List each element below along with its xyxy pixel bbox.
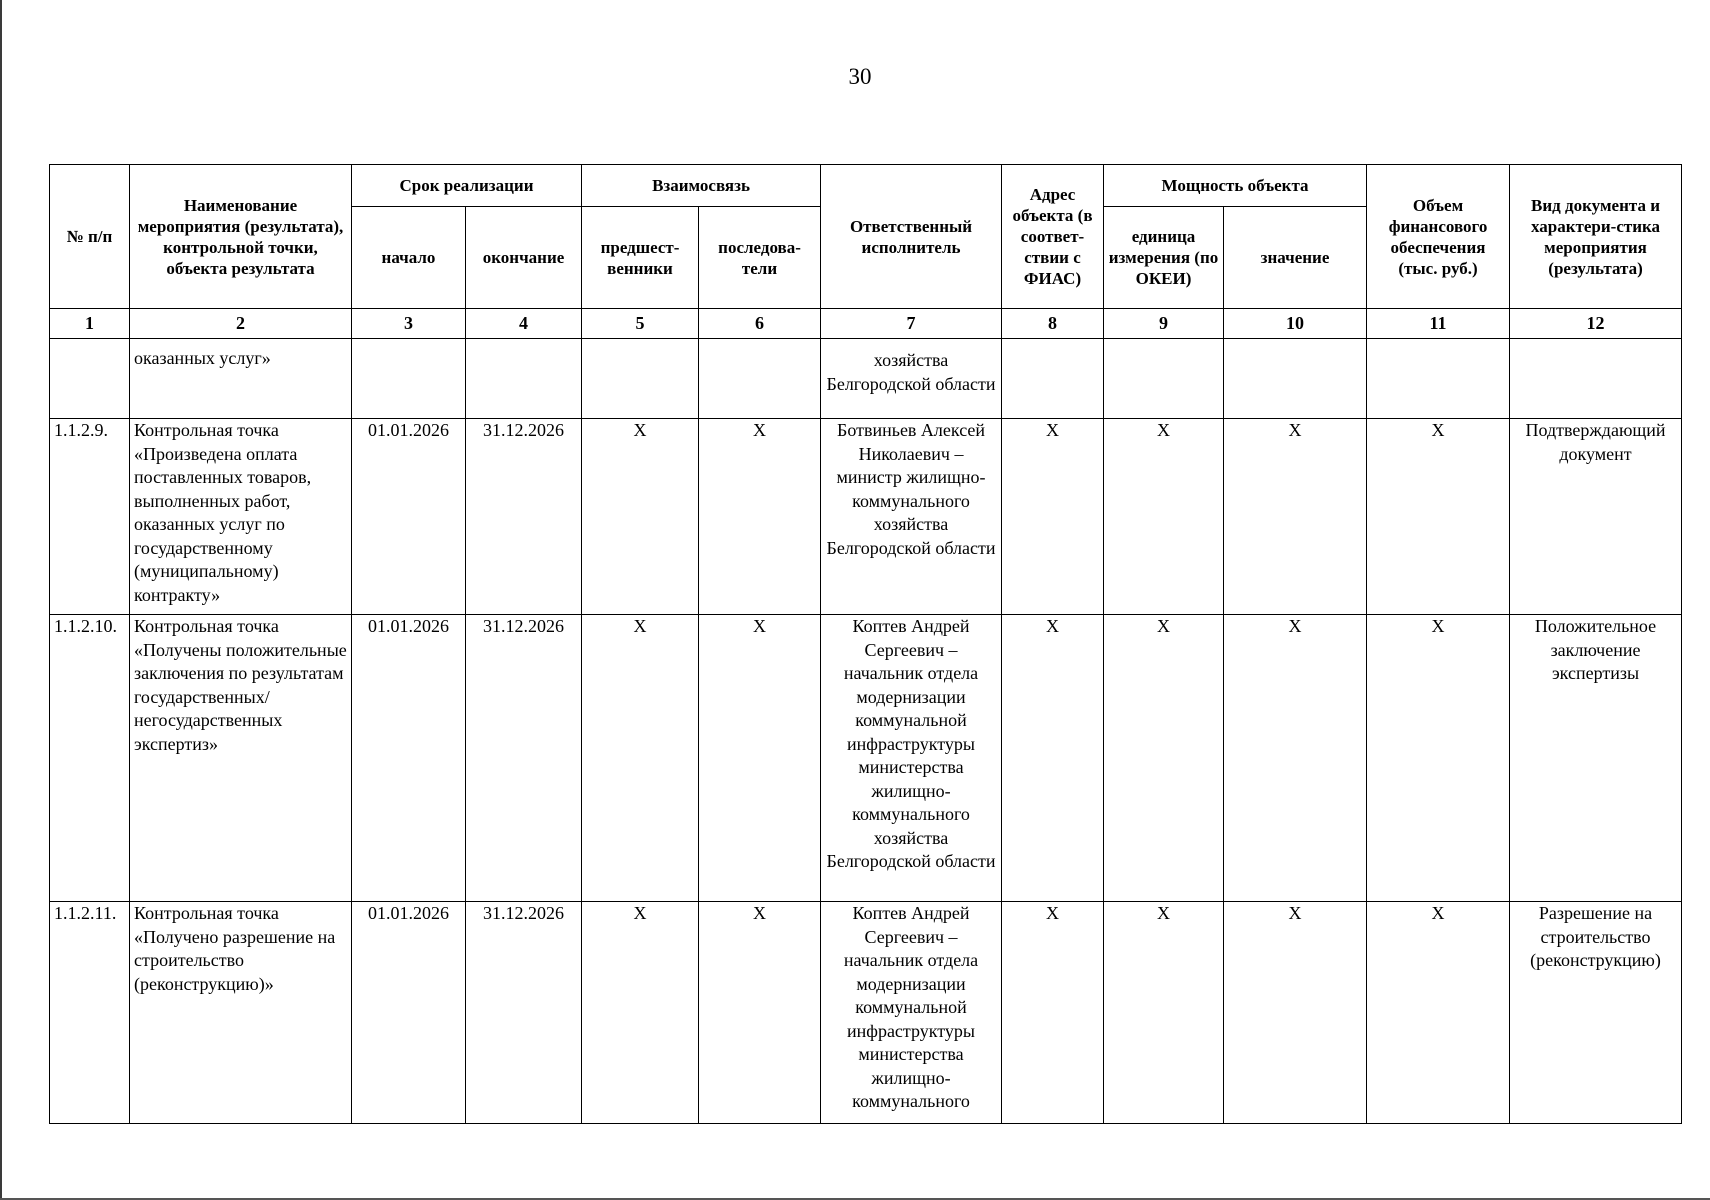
column-number: 2 (130, 309, 352, 339)
capacity-value: Х (1224, 615, 1367, 902)
object-address: Х (1002, 902, 1104, 1124)
finance-volume: Х (1367, 902, 1510, 1124)
start-date: 01.01.2026 (352, 902, 466, 1124)
object-address: Х (1002, 419, 1104, 615)
table-row (50, 419, 1682, 615)
predecessors: Х (582, 615, 699, 902)
document-type: Разрешение на строительство (реконструкцию) (1510, 902, 1682, 1124)
column-number: 8 (1002, 309, 1104, 339)
column-number: 5 (582, 309, 699, 339)
empty-cell (699, 339, 821, 419)
row-number: 1.1.2.11. (50, 902, 130, 1124)
header-address: Адрес объекта (в соответ-ствии с ФИАС) (1002, 165, 1104, 309)
header-term: Срок реализации (352, 165, 582, 207)
column-number: 11 (1367, 309, 1510, 339)
end-date: 31.12.2026 (466, 615, 582, 902)
capacity-unit: Х (1104, 902, 1224, 1124)
row-number: 1.1.2.10. (50, 615, 130, 902)
column-number: 12 (1510, 309, 1682, 339)
start-date: 01.01.2026 (352, 615, 466, 902)
object-address: Х (1002, 615, 1104, 902)
responsible-executor: Ботвиньев Алексей Николаевич – министр жилищно-коммунального хозяйства Белгородской области (821, 419, 1002, 615)
column-number: 1 (50, 309, 130, 339)
finance-volume: Х (1367, 615, 1510, 902)
capacity-value: Х (1224, 902, 1367, 1124)
responsible-executor: Коптев Андрей Сергеевич – начальник отдела модернизации коммунальной инфраструктуры министерства жилищно-коммунального (821, 902, 1002, 1124)
measures-table (49, 164, 1682, 1124)
empty-cell (1104, 339, 1224, 419)
header-finance: Объем финансового обеспечения (тыс. руб.) (1367, 165, 1510, 309)
capacity-value: Х (1224, 419, 1367, 615)
header-doc-type: Вид документа и характери-стика мероприятия (результата) (1510, 165, 1682, 309)
responsible-executor: Коптев Андрей Сергеевич – начальник отдела модернизации коммунальной инфраструктуры министерства жилищно-коммунального хозяйства Белгородской области (821, 615, 1002, 902)
predecessors: Х (582, 902, 699, 1124)
column-number: 9 (1104, 309, 1224, 339)
table-row (50, 615, 1682, 902)
capacity-unit: Х (1104, 615, 1224, 902)
finance-volume: Х (1367, 419, 1510, 615)
empty-cell (1224, 339, 1367, 419)
table-row (50, 902, 1682, 1124)
page-number: 30 (848, 64, 872, 89)
measure-name: Контрольная точка «Получено разрешение на строительство (реконструкцию)» (130, 902, 352, 1124)
empty-cell (466, 339, 582, 419)
header-relation-prev: предшест-венники (582, 207, 699, 309)
header-row-1 (50, 165, 1682, 207)
document-type: Подтверждающий документ (1510, 419, 1682, 615)
header-relation-next: последова-тели (699, 207, 821, 309)
header-term-end: окончание (466, 207, 582, 309)
empty-cell (352, 339, 466, 419)
header-relation: Взаимосвязь (582, 165, 821, 207)
header-num: № п/п (50, 165, 130, 309)
continuation-row (50, 339, 1682, 419)
end-date: 31.12.2026 (466, 902, 582, 1124)
header-capacity-unit: единица измерения (по ОКЕИ) (1104, 207, 1224, 309)
header-responsible: Ответственный исполнитель (821, 165, 1002, 309)
empty-cell (582, 339, 699, 419)
header-name: Наименование мероприятия (результата), контрольной точки, объекта результата (130, 165, 352, 309)
column-number: 6 (699, 309, 821, 339)
row-number: 1.1.2.9. (50, 419, 130, 615)
column-number: 10 (1224, 309, 1367, 339)
end-date: 31.12.2026 (466, 419, 582, 615)
column-number: 3 (352, 309, 466, 339)
measure-name: Контрольная точка «Получены положительные заключения по результатам государственных/ негосударственных экспертиз» (130, 615, 352, 902)
capacity-unit: Х (1104, 419, 1224, 615)
scan-edge-left (0, 0, 2, 1200)
continuation-responsible: хозяйства Белгородской области (821, 339, 1002, 419)
column-number: 7 (821, 309, 1002, 339)
empty-cell (1002, 339, 1104, 419)
continuation-name: оказанных услуг» (130, 339, 352, 419)
empty-cell (50, 339, 130, 419)
header-capacity: Мощность объекта (1104, 165, 1367, 207)
measure-name: Контрольная точка «Произведена оплата поставленных товаров, выполненных работ, оказанных услуг по государственному (муниципальному) контракту» (130, 419, 352, 615)
successors: Х (699, 419, 821, 615)
successors: Х (699, 902, 821, 1124)
document-type: Положительное заключение экспертизы (1510, 615, 1682, 902)
start-date: 01.01.2026 (352, 419, 466, 615)
empty-cell (1367, 339, 1510, 419)
empty-cell (1510, 339, 1682, 419)
header-capacity-value: значение (1224, 207, 1367, 309)
column-number: 4 (466, 309, 582, 339)
successors: Х (699, 615, 821, 902)
header-term-start: начало (352, 207, 466, 309)
column-number-row (50, 309, 1682, 339)
predecessors: Х (582, 419, 699, 615)
